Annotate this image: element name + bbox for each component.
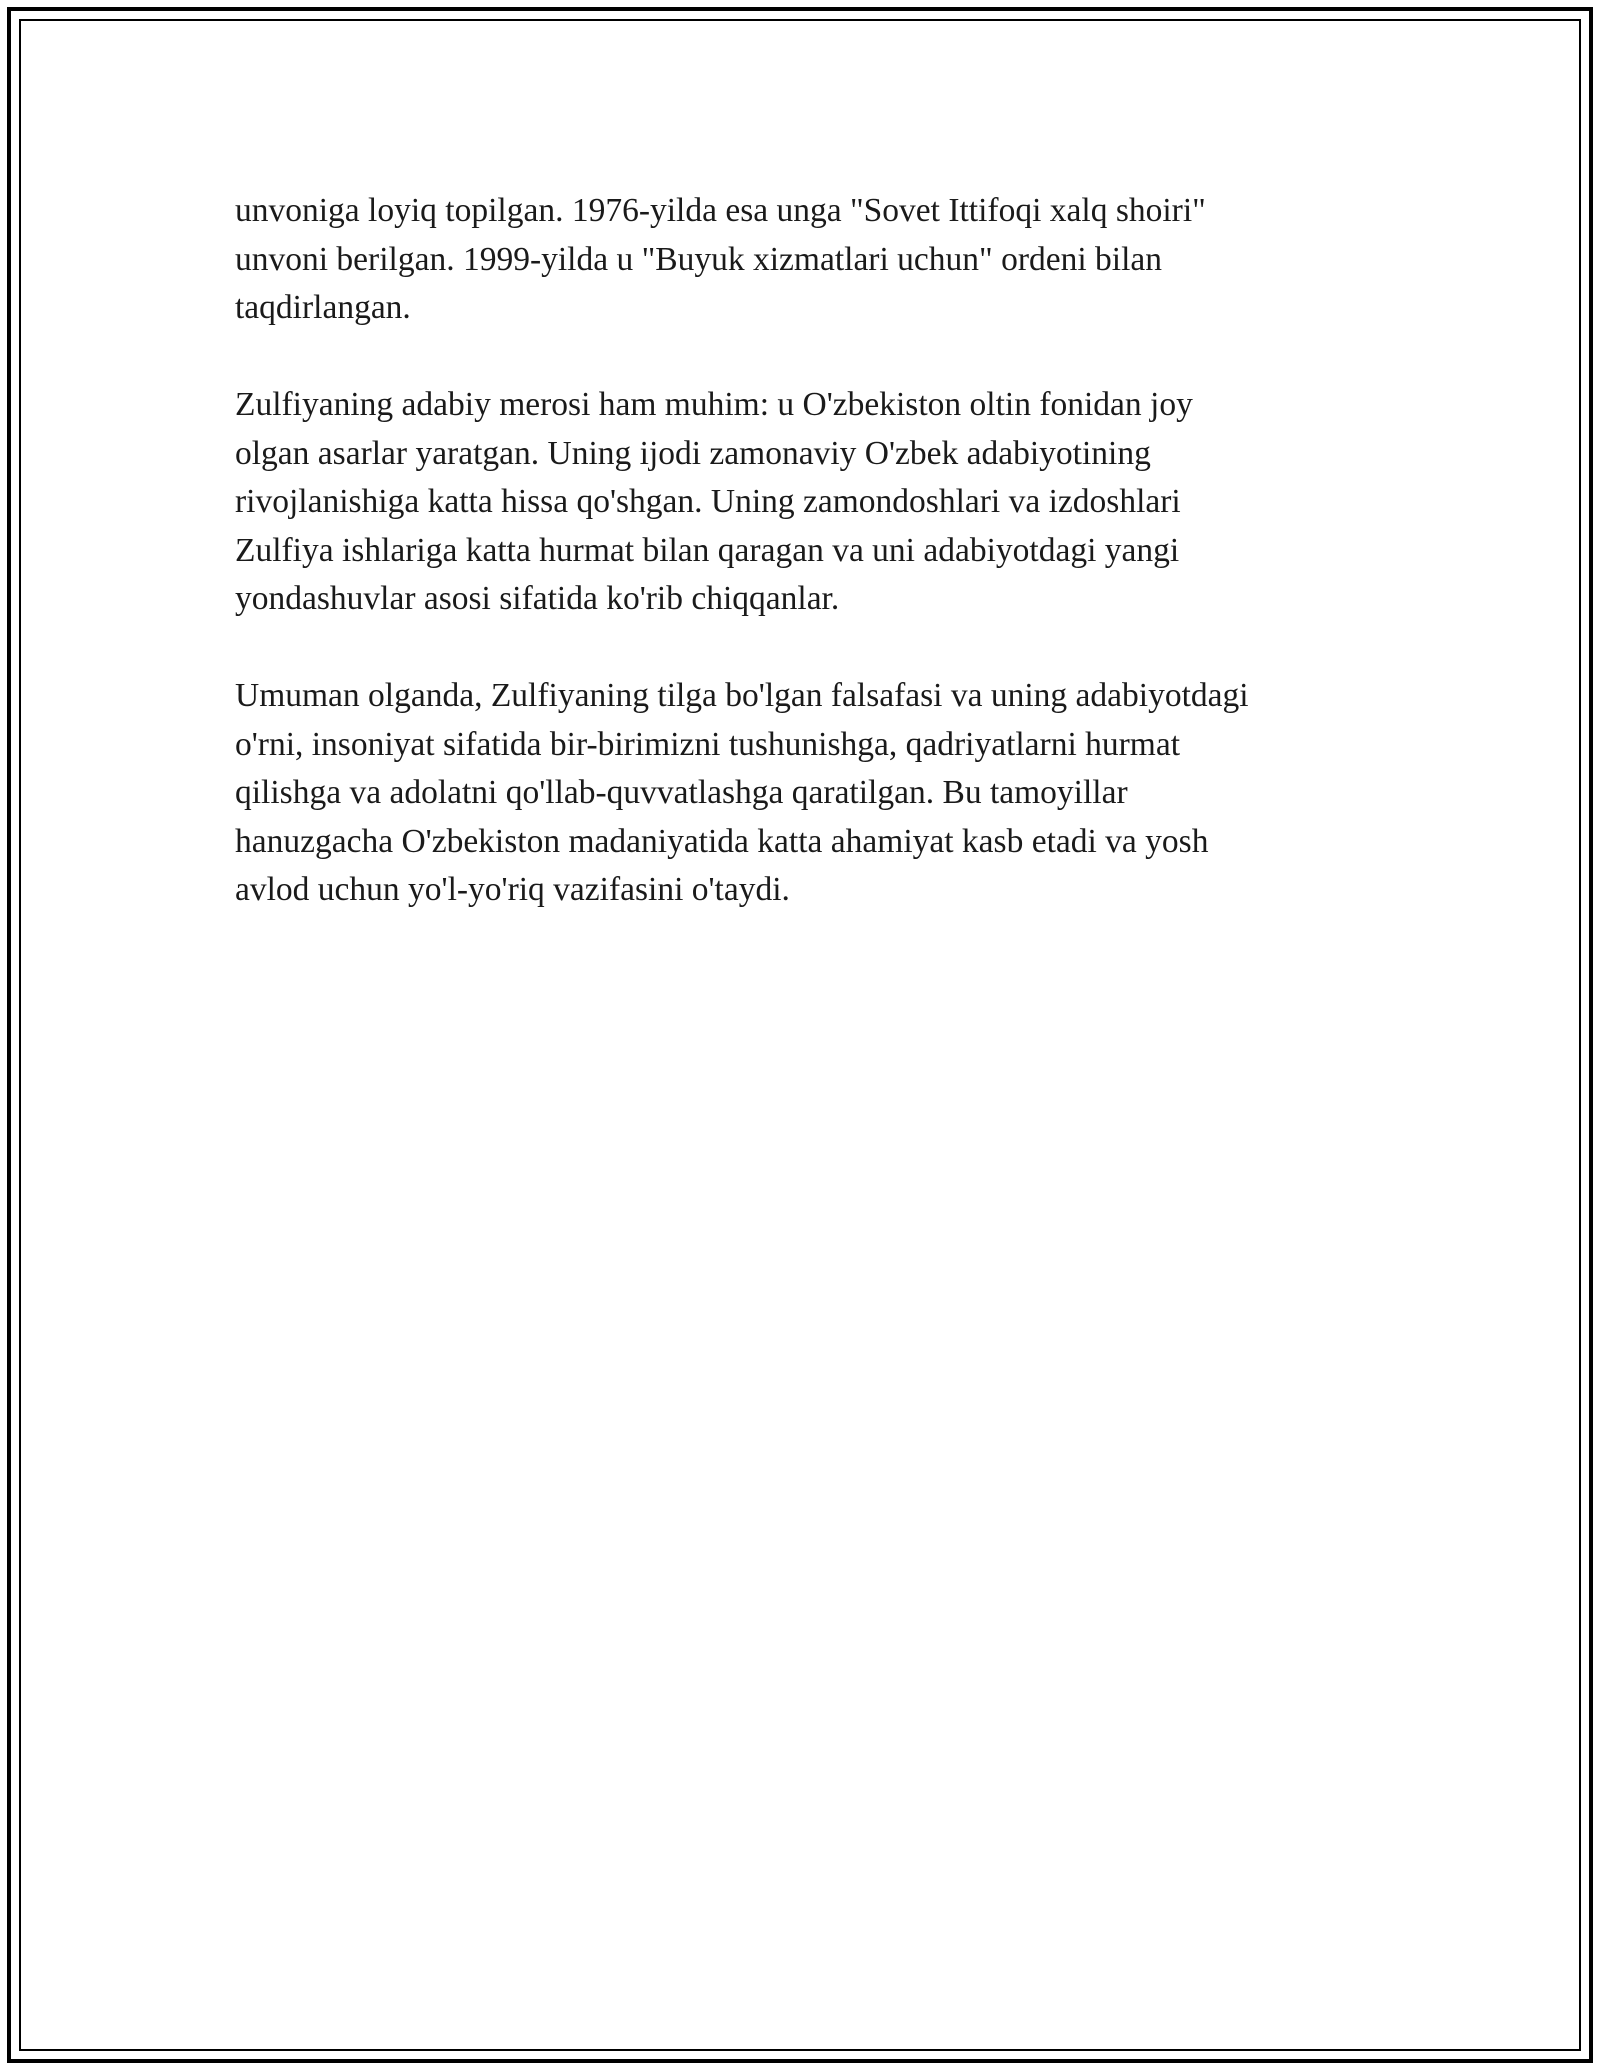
paragraph-1 xyxy=(235,187,1365,333)
text-line: Umuman olganda, Zulfiyaning tilga bo'lgan falsafasi va uning adabiyotdagi xyxy=(235,677,1249,714)
text-line: yondashuvlar asosi sifatida ko'rib chiqqanlar. xyxy=(235,580,840,617)
text-line: avlod uchun yo'l-yo'riq vazifasini o'taydi. xyxy=(235,871,790,908)
text-line: unvoni berilgan. 1999-yilda u "Buyuk xizmatlari uchun" ordeni bilan xyxy=(235,240,1163,278)
text-line: Zulfiyaning adabiy merosi ham muhim: u O'zbekiston oltin fonidan joy xyxy=(235,386,1193,423)
text-line: olgan asarlar yaratgan. Uning ijodi zamonaviy O'zbek adabiyotining xyxy=(235,434,1151,472)
text-line: hanuzgacha O'zbekiston madaniyatida katta ahamiyat kasb etadi va yosh xyxy=(235,822,1209,860)
text-line: rivojlanishiga katta hissa qo'shgan. Uning zamondoshlari va izdoshlari xyxy=(235,483,1181,520)
text-line: unvoniga loyiq topilgan. 1976-yilda esa unga "Sovet Ittifoqi xalq shoiri" xyxy=(235,192,1206,229)
text-line: taqdirlangan. xyxy=(235,289,411,326)
text-line: o'rni, insoniyat sifatida bir-birimizni tushunishga, qadriyatlarni hurmat xyxy=(235,725,1181,763)
paragraph-2 xyxy=(235,381,1365,624)
paragraph-3 xyxy=(235,672,1365,915)
text-line: qilishga va adolatni qo'llab-quvvatlashga qaratilgan. Bu tamoyillar xyxy=(235,774,1128,811)
document-body xyxy=(235,187,1365,963)
text-line: Zulfiya ishlariga katta hurmat bilan qaragan va uni adabiyotdagi yangi xyxy=(235,531,1180,569)
